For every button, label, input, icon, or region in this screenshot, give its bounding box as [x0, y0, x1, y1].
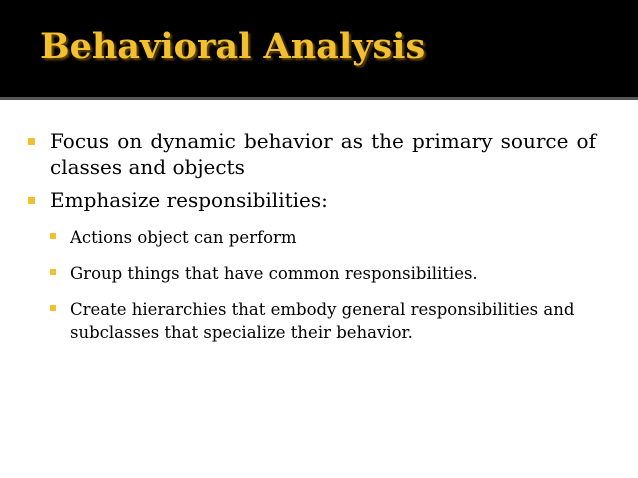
square-bullet-icon [50, 305, 56, 311]
sub-bullet-text: Group things that have common responsibilities. [70, 264, 478, 284]
bullet-item [28, 128, 596, 181]
sub-bullet-item [50, 226, 596, 249]
sub-bullet-text: Create hierarchies that embody general responsibilities and subclasses that specialize their behavior. [70, 300, 575, 343]
slide-title: Behavioral Analysis [40, 26, 426, 67]
sub-bullet-item [50, 298, 596, 344]
square-bullet-icon [50, 269, 56, 275]
square-bullet-icon [50, 233, 56, 239]
bullet-text: Emphasize responsibilities: [50, 187, 328, 212]
square-bullet-icon [28, 197, 35, 204]
square-bullet-icon [28, 138, 35, 145]
sub-bullet-item [50, 262, 596, 285]
bullet-item [28, 187, 596, 213]
slide-content [28, 128, 596, 345]
bullet-text: Focus on dynamic behavior as the primary source of classes and objects [50, 129, 596, 180]
sub-bullet-text: Actions object can perform [70, 228, 297, 248]
title-bar [0, 0, 638, 100]
sub-bullet-list [28, 226, 596, 344]
